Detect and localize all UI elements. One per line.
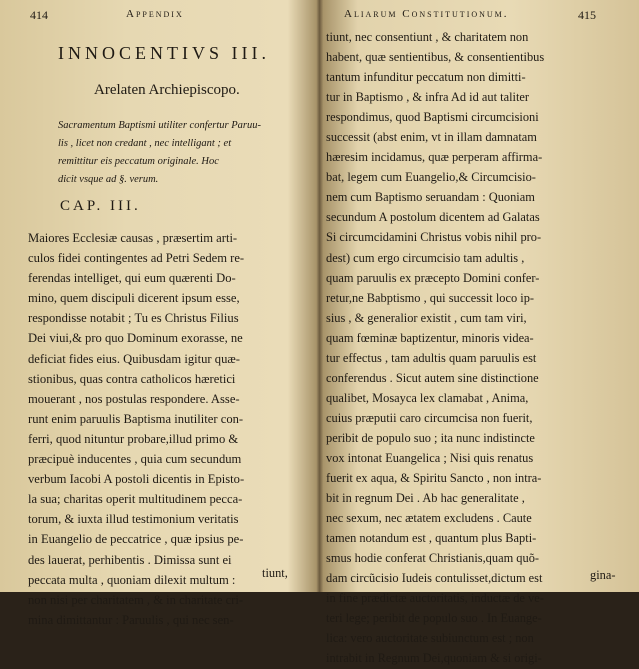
text-line: dam circũcisio Iudeis contulisset,dictum est	[326, 571, 543, 586]
text-line: præcipuè inducentes , quia cum secundum	[28, 452, 242, 467]
text-line: la sua; charitas operit multitudinem pecca-	[28, 492, 243, 507]
text-line: ferri, quod nituntur probare,illud primo &	[28, 431, 239, 446]
summary-line: remittitur eis peccatum originale. Hoc	[58, 156, 219, 167]
summary-line: dicit vsque ad §. verum.	[58, 174, 159, 185]
text-line: mina dimittantur : Paruulis , qui nec sen-	[28, 612, 234, 627]
text-line: nec sexum, nec ætatem excludens . Caute	[326, 511, 532, 526]
text-line: habent, quæ sentientibus, & consentientibus	[326, 50, 545, 65]
text-line: runt enim paruulis Baptisma inutiliter con-	[28, 411, 244, 426]
text-line: quam paruulis ex præcepto Domini confer-	[326, 270, 540, 285]
catchword-left: tiunt,	[262, 566, 288, 580]
text-line: vox intonat Euangelica ; Nisi quis renatus	[326, 450, 534, 465]
section-title: INNOCENTIVS III.	[58, 43, 270, 63]
text-line: nem cum Baptismo seruandam : Quoniam	[326, 190, 535, 205]
running-head-right: Aliarum Constitutionum.	[344, 8, 509, 20]
text-line: cuius præputii caro circumcisa non fuerit,	[326, 410, 533, 425]
catchword-right: gina-	[590, 568, 616, 582]
text-line: in Euangelio de peccatrice , quæ ipsius pe-	[28, 532, 244, 547]
text-line: Si circumcidamini Christus vobis nihil pro-	[326, 230, 542, 245]
text-line: fuerit ex aqua, & Spiritu Sancto , non intra-	[326, 471, 542, 486]
text-line: tiunt, nec consentiunt , & charitatem non	[326, 30, 529, 44]
text-line: quam fœminæ baptizentur, minoris videa-	[326, 330, 534, 345]
text-line: respondisse notabit ; Tu es Christus Filius	[28, 311, 239, 326]
text-line: tur effectus , tam adultis quam paruulis est	[326, 350, 537, 365]
text-line: dest) cum ergo circumcisio tam adultis ,	[326, 250, 525, 265]
summary-line: lis , licet non credant , nec intelligant ; et	[58, 138, 232, 149]
text-line: mouerant , nos postulas respondere. Asse-	[28, 391, 240, 406]
text-line: peccata multa , quoniam dilexit multum :	[28, 572, 236, 587]
text-line: culos fidei contingentes ad Petri Sedem re-	[28, 251, 245, 266]
text-line: Dei viui,& pro quo Dominum exorasse, ne	[28, 331, 243, 346]
text-line: non nisi per charitatem , & in charitate cri-	[28, 592, 244, 607]
text-line: retur,ne Babptismo , qui successit loco ip-	[326, 290, 535, 305]
right-page	[322, 0, 639, 666]
running-head-left: Appendix	[126, 8, 184, 20]
text-line: deficiat fides eius. Quibusdam igitur quæ-	[28, 351, 240, 366]
text-line: torum, & iuxta illud testimonium veritatis	[28, 512, 239, 527]
text-line: sius , & generalior existit , cum tam viri,	[326, 310, 527, 325]
text-line: smus hodie conferat Christianis,quam quõ-	[326, 551, 540, 566]
text-line: lica: vero auctoritate subiunctum est ; non	[326, 631, 534, 646]
text-line: respondimus, quod Baptismi circumcisioni	[326, 110, 539, 125]
text-line: hæresim incidamus, quæ perperam affirma-	[326, 150, 543, 165]
text-line: stionibus, quas contra catholicos hæretici	[28, 371, 236, 386]
text-line: des lauerat, perhibentis . Dimissa sunt ei	[28, 552, 232, 567]
text-line: tantum infunditur peccatum non dimitti-	[326, 70, 526, 85]
left-page	[0, 0, 318, 627]
text-line: intrabit in Regnum Dei,quoniam & si origi-	[326, 651, 542, 666]
text-line: qualibet, Mosayca lex clamabat , Anima,	[326, 390, 529, 405]
text-line: mino, quem discipuli dicerent ipsum esse,	[28, 291, 240, 306]
text-line: successit (abst enim, vt in illam damnatam	[326, 130, 537, 145]
text-line: verbum Iacobi A postoli dicentis in Episto-	[28, 472, 245, 487]
text-line: in fine prædictæ auctoritatis, inductæ de ve-	[326, 591, 544, 606]
body-text-right	[326, 27, 632, 669]
text-line: bat, legem cum Euangelio,& Circumcisio-	[326, 170, 536, 185]
text-line: secundum A postolum dicentem ad Galatas	[326, 210, 540, 225]
summary-line: Sacramentum Baptismi utiliter confertur Paruu-	[58, 120, 261, 131]
section-subtitle: Arelaten Archiepiscopo.	[94, 82, 240, 98]
text-line: teri lege; peribit de populo suo . In Euange-	[326, 611, 542, 626]
text-line: conferendus . Sicut autem sine distinctione	[326, 370, 539, 385]
text-line: Maiores Ecclesiæ causas , præsertim arti-	[28, 231, 238, 245]
chapter-heading: CAP. III.	[60, 198, 141, 214]
text-line: ferendas intelliget, qui eum quærenti Do-	[28, 271, 236, 286]
text-line: bit in regnum Dei . Ab hac generalitate ,	[326, 491, 525, 506]
text-line: tur in Baptismo , & infra Ad id aut taliter	[326, 90, 530, 105]
text-line: peribit de populo suo ; ita nunc indistincte	[326, 430, 535, 445]
page-number-left: 414	[30, 8, 48, 22]
chapter-summary	[58, 117, 306, 189]
page-number-right: 415	[578, 8, 596, 22]
text-line: tamen notandum est , quantum plus Bapti-	[326, 531, 537, 546]
